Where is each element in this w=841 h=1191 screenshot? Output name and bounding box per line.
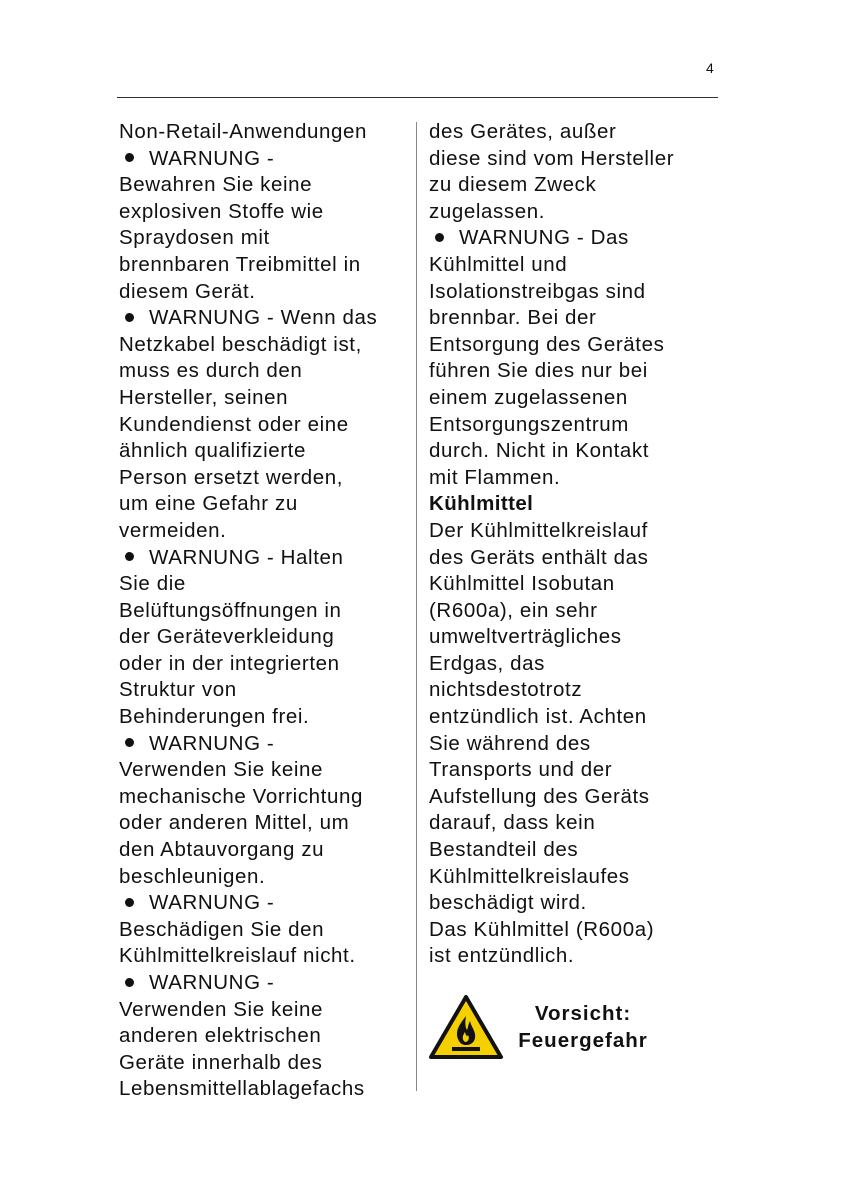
line-text: anderen elektrischen (119, 1024, 322, 1048)
bullet-icon (435, 233, 444, 242)
text-line (119, 970, 411, 997)
line-text: WARNUNG - (149, 146, 275, 170)
text-line (119, 305, 411, 332)
text-line (429, 225, 719, 252)
line-text: vermeiden. (119, 518, 227, 542)
text-line (119, 571, 411, 598)
line-text: beschleunigen. (119, 864, 266, 888)
text-line (119, 146, 411, 173)
line-text: Verwenden Sie keine (119, 758, 324, 782)
line-text: Struktur von (119, 678, 237, 702)
text-line (429, 810, 719, 837)
text-line (119, 810, 411, 837)
line-text: Geräte innerhalb des (119, 1050, 323, 1074)
line-text: durch. Nicht in Kontakt (429, 439, 650, 463)
section-heading (429, 491, 719, 518)
bullet-icon (125, 978, 134, 987)
line-text: zu diesem Zweck (429, 173, 597, 197)
text-line (119, 1050, 411, 1077)
line-text: Der Kühlmittelkreislauf (429, 518, 648, 542)
text-line (429, 864, 719, 891)
text-line (119, 1023, 411, 1050)
line-text: zugelassen. (429, 199, 546, 223)
line-text: entzündlich ist. Achten (429, 705, 647, 729)
text-line (119, 225, 411, 252)
line-text: WARNUNG - (149, 971, 275, 994)
line-text: oder anderen Mittel, um (119, 811, 350, 835)
line-text: WARNUNG - Halten (149, 545, 344, 569)
line-text: führen Sie dies nur bei (429, 359, 648, 383)
line-text: Kühlmittelkreislauf nicht. (119, 944, 356, 968)
line-text: explosiven Stoffe wie (119, 199, 324, 223)
text-line (119, 731, 411, 758)
line-text: diesem Gerät. (119, 279, 256, 303)
text-line (429, 279, 719, 306)
text-line (119, 890, 411, 917)
text-line (429, 438, 719, 465)
text-line (429, 252, 719, 279)
line-text: brennbar. Bei der (429, 306, 597, 330)
line-text: des Gerätes, außer (429, 120, 617, 143)
line-text: Aufstellung des Geräts (429, 784, 650, 808)
line-text: Verwenden Sie keine (119, 997, 324, 1021)
text-line (429, 358, 719, 385)
bullet-icon (125, 313, 134, 322)
text-line (119, 651, 411, 678)
bullet-icon (125, 552, 134, 561)
text-line (119, 119, 411, 146)
text-line (429, 890, 719, 917)
fire-caution-notice (428, 994, 728, 1064)
line-text: brennbaren Treibmittel in (119, 252, 361, 276)
text-line (119, 412, 411, 439)
line-text: Belüftungsöffnungen in (119, 598, 342, 622)
line-text: WARNUNG - Das (459, 226, 629, 250)
line-text: diese sind vom Hersteller (429, 146, 675, 170)
text-line (429, 465, 719, 492)
text-line (119, 704, 411, 731)
text-line (429, 119, 719, 146)
line-text: (R600a), ein sehr (429, 598, 598, 622)
line-text: Kundendienst oder eine (119, 412, 349, 436)
bullet-icon (125, 153, 134, 162)
line-text: den Abtauvorgang zu (119, 838, 325, 862)
text-line (119, 491, 411, 518)
line-text: Das Kühlmittel (R600a) (429, 917, 655, 941)
text-line (429, 571, 719, 598)
text-line (429, 731, 719, 758)
text-line (119, 837, 411, 864)
line-text: Kühlmittel (429, 492, 534, 516)
text-line (119, 172, 411, 199)
text-line (119, 864, 411, 891)
header-rule (117, 97, 718, 98)
column-divider (416, 122, 417, 1091)
text-line (429, 545, 719, 572)
text-line (119, 332, 411, 359)
text-line (119, 757, 411, 784)
line-text: Person ersetzt werden, (119, 465, 343, 489)
line-text: Spraydosen mit (119, 226, 270, 250)
line-text: Non-Retail-Anwendungen (119, 120, 367, 143)
line-text: muss es durch den (119, 359, 303, 383)
line-text: ist entzündlich. (429, 944, 575, 968)
text-line (429, 624, 719, 651)
text-line (429, 757, 719, 784)
line-text: mit Flammen. (429, 465, 561, 489)
bullet-icon (125, 898, 134, 907)
line-text: Lebensmittellablagefachs (119, 1077, 365, 1101)
line-text: Kühlmittelkreislaufes (429, 864, 630, 888)
text-line (429, 146, 719, 173)
text-line (429, 172, 719, 199)
line-text: des Geräts enthält das (429, 545, 649, 569)
text-line (429, 704, 719, 731)
line-text: um eine Gefahr zu (119, 492, 298, 516)
line-text: Kühlmittel Isobutan (429, 572, 615, 596)
line-text: Sie die (119, 572, 186, 596)
line-text: Entsorgungszentrum (429, 412, 629, 436)
text-line (429, 598, 719, 625)
text-line (119, 358, 411, 385)
text-line (119, 199, 411, 226)
text-line (119, 252, 411, 279)
line-text: einem zugelassenen (429, 385, 628, 409)
text-line (119, 624, 411, 651)
line-text: WARNUNG - Wenn das (149, 306, 378, 330)
text-line (119, 385, 411, 412)
text-line (429, 332, 719, 359)
line-text: der Geräteverkleidung (119, 625, 335, 649)
text-line (429, 784, 719, 811)
flammable-warning-icon (428, 994, 504, 1060)
text-line (429, 917, 719, 944)
text-line (119, 598, 411, 625)
text-line (429, 677, 719, 704)
line-text: WARNUNG - (149, 891, 275, 915)
line-text: Erdgas, das (429, 651, 545, 675)
line-text: oder in der integrierten (119, 651, 340, 675)
line-text: Bestandteil des (429, 838, 579, 862)
text-line (429, 305, 719, 332)
line-text: Isolationstreibgas sind (429, 279, 646, 303)
line-text: Sie während des (429, 731, 591, 755)
text-line (119, 465, 411, 492)
line-text: Kühlmittel und (429, 252, 568, 276)
line-text: darauf, dass kein (429, 811, 596, 835)
text-line (119, 545, 411, 572)
bullet-icon (125, 738, 134, 747)
text-line (429, 518, 719, 545)
line-text: beschädigt wird. (429, 891, 587, 915)
text-line (119, 943, 411, 970)
text-line (119, 917, 411, 944)
text-line (119, 1076, 411, 1103)
text-line (119, 518, 411, 545)
line-text: Transports und der (429, 758, 613, 782)
text-line (429, 412, 719, 439)
line-text: ähnlich qualifizierte (119, 439, 306, 463)
line-text: Beschädigen Sie den (119, 917, 325, 941)
line-text: Bewahren Sie keine (119, 173, 313, 197)
line-text: umweltverträgliches (429, 625, 622, 649)
text-line (119, 438, 411, 465)
text-line (119, 279, 411, 306)
caution-subtitle: Feuergefahr (518, 1029, 648, 1052)
page-number: 4 (706, 60, 714, 76)
text-line (429, 199, 719, 226)
line-text: Entsorgung des Gerätes (429, 332, 665, 356)
text-line (429, 385, 719, 412)
text-line (429, 651, 719, 678)
text-line (119, 677, 411, 704)
line-text: mechanische Vorrichtung (119, 784, 363, 808)
text-line (429, 837, 719, 864)
caution-title: Vorsicht: (534, 1002, 632, 1025)
line-text: WARNUNG - (149, 731, 275, 755)
text-line (429, 943, 719, 970)
line-text: Behinderungen frei. (119, 705, 310, 729)
line-text: Hersteller, seinen (119, 385, 289, 409)
text-line (119, 784, 411, 811)
left-column (119, 119, 411, 1103)
text-line (119, 997, 411, 1024)
right-column (429, 119, 719, 970)
line-text: Netzkabel beschädigt ist, (119, 332, 362, 356)
line-text: nichtsdestotrotz (429, 678, 583, 702)
